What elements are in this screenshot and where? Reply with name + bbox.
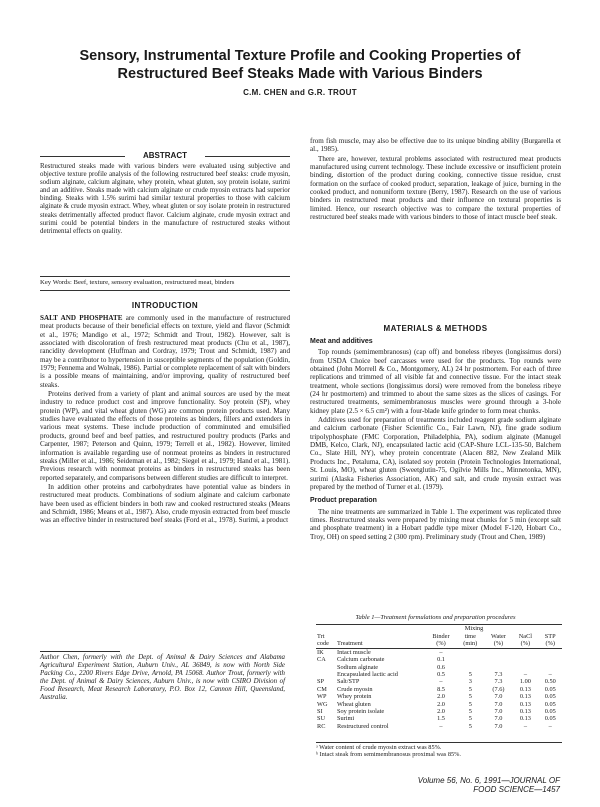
table-caption: Table 1—Treatment formulations and preparation procedures <box>355 614 516 621</box>
table-cell: 0.05 <box>544 693 556 701</box>
table-cell <box>316 671 336 678</box>
table-cell: 7.0 <box>494 722 503 730</box>
table-row <box>316 723 562 730</box>
table-cell: Salt/STP <box>337 678 360 686</box>
abstract-heading-wrap <box>40 151 290 161</box>
table-cell: Calcium carbonate <box>337 656 385 664</box>
table-cell: WP <box>317 693 327 701</box>
table-cell: 0.13 <box>519 715 531 723</box>
table-cell: 0.1 <box>437 656 445 664</box>
table-row <box>316 708 562 715</box>
table-cell: Sodium alginate <box>337 663 379 671</box>
table-cell: – <box>523 671 527 679</box>
introduction-body <box>40 314 290 526</box>
table-cell <box>485 649 513 656</box>
table-row <box>316 664 562 671</box>
table-cell: 0.13 <box>519 700 531 708</box>
table-cell: 7.0 <box>494 715 503 723</box>
table-cell: CA <box>317 656 326 664</box>
introduction-heading: INTRODUCTION <box>131 301 199 310</box>
article-authors: C.M. CHEN and G.R. TROUT <box>243 88 357 97</box>
table-cell: 5 <box>468 700 472 708</box>
table-cell: – <box>523 722 527 730</box>
table-row <box>316 693 562 700</box>
table-cell: SP <box>317 678 325 686</box>
table-cell <box>316 664 336 671</box>
footnote-rule <box>40 651 120 652</box>
table-cell: – <box>548 722 552 730</box>
table-rule-bottom <box>316 742 562 743</box>
methods-paragraph-3: The nine treatments are summarized in Table 1. The experiment was replicated three times. Restructured steaks were prepared by mixing meat chunks for 5 min (except salt and phosphate treatment) in a Hobart paddle type mixer (Model F-120, Hobart Co., Troy, OH) on speed setting 2 (300 rpm). Preliminary study (Trout and Chen, 1989) <box>310 507 561 541</box>
abstract-body <box>40 163 290 237</box>
table-cell: Intact muscle <box>337 648 371 656</box>
table-cell: 7.0 <box>494 700 503 708</box>
table-cell <box>512 649 538 656</box>
table-note-2: ᵇ Intact steak from semimembranosus proximal was 85%. <box>316 751 461 758</box>
table-cell: 3 <box>468 678 472 686</box>
table-cell <box>456 656 485 663</box>
table-cell: 5 <box>468 715 472 723</box>
table-cell <box>538 649 562 656</box>
table-cell <box>512 664 538 671</box>
table-cell: 5 <box>468 671 472 679</box>
abstract-heading: ABSTRACT <box>143 151 187 160</box>
abstract-rule-bottom <box>40 290 290 291</box>
table-cell: 0.05 <box>544 715 556 723</box>
table-cell: – <box>439 648 443 656</box>
table-cell: Wheat gluten <box>337 700 371 708</box>
table-cell: Encapsulated lactic acid <box>337 671 398 679</box>
table-cell <box>538 664 562 671</box>
table-cell: 7.0 <box>494 693 503 701</box>
table-cell: 5 <box>468 722 472 730</box>
methods-body <box>310 336 561 542</box>
subheading-meat-additives: Meat and additives <box>310 338 373 345</box>
right-paragraph-1: from fish muscle, may also be effective due to its unique binding ability (Burgarella et al., 1985). <box>310 137 561 154</box>
table-cell: 0.13 <box>519 693 531 701</box>
abstract-rule-top <box>40 276 290 277</box>
table-cell: RC <box>317 722 326 730</box>
table-cell: 7.3 <box>494 678 503 686</box>
table-row <box>316 701 562 708</box>
methods-heading: MATERIALS & METHODS <box>383 324 488 333</box>
table-cell <box>512 656 538 663</box>
table-cell: – <box>548 671 552 679</box>
table-cell <box>456 649 485 656</box>
table-cell: 2.0 <box>437 693 445 701</box>
table-cell: 1.5 <box>437 715 445 723</box>
table-cell: CM <box>317 685 327 693</box>
table-cell: SI <box>317 708 323 716</box>
table-cell: 7.0 <box>494 708 503 716</box>
table-cell: Crude myosin <box>337 685 373 693</box>
table-cell: WG <box>317 700 328 708</box>
right-column-intro <box>310 137 561 222</box>
header-code: Trt code <box>317 633 329 648</box>
table-note-1: ᵃ Water content of crude myosin extract was 85%. <box>316 744 442 751</box>
header-binder: Binder (%) <box>432 633 450 648</box>
intro-paragraph-2: Proteins derived from a variety of plant and animal sources are used by the meat industry to reduce product cost and improve functionality. Soy protein (SP), whey protein (WP), and vital wheat gluten (WG) are common protein products used. Many studies have evaluated the effects of those proteins as binders, fillers and extenders in various meat systems. These include production of comminuted and emulsified products, ground beef and beef patties, and restructured poultry products (Parks and Carpenter, 1987; Peterson and Quinn, 1979; Terrell et al., 1982). However, limited information is available regarding use of nonmeat proteins as binders in restructured steaks (Miller et al., 1986; Seideman et al., 1982; Siegel et al., 1979; Hand et al., 1981). Previous research with nonmeat proteins as binders in restructured steaks has been reported separately, and comparisons between different studies are difficult to interpret. <box>40 390 290 482</box>
abstract-rule-right <box>205 156 290 157</box>
header-stp: STP (%) <box>544 633 556 648</box>
table-cell <box>485 664 513 671</box>
table-header-row <box>316 633 562 648</box>
treatment-table <box>316 633 562 730</box>
table-cell: Surimi <box>337 715 355 723</box>
table-cell: 5 <box>468 685 472 693</box>
table-cell: 7.3 <box>494 671 503 679</box>
table-cell: 5 <box>468 708 472 716</box>
header-treatment: Treatment <box>337 640 363 648</box>
table-cell <box>456 664 485 671</box>
table-row <box>316 649 562 656</box>
table-cell: 0.05 <box>544 700 556 708</box>
table-cell <box>485 656 513 663</box>
table-cell: – <box>439 722 443 730</box>
table-cell: IK <box>317 648 324 656</box>
abstract-text: Restructured steaks made with various binders were evaluated using subjective and objective texture profile analysis of the following restructured beef steaks: crude myosin, sodium alginate, calcium alginate, whey protein, wheat gluten, soy protein isolate, surimi and an additive. Steaks made with calcium alginate or crude myosin extracts had superior binding. Steaks with 1.5% surimi had similar textural properties to those with calcium alginate & crude myosin extract. Whey, wheat gluten or soy isolate protein in restructured steaks detrimentally affected product flavor. Calcium alginate, crude myosin extract and surimi could be potential binders in the manufacture of restructured steaks without detrimental effects on quality. <box>40 163 290 235</box>
table-cell: (7.6) <box>492 685 505 693</box>
intro-p1-text: are commonly used in the manufacture of restructured meat products because of their beneficial effects on texture, yield and flavor (Schmidt et al., 1976; Mandigo et al., 1972; Schmidt and Trout, 1982). However, salt is associated with discoloration of fresh restructured meat products (Chu et al., 1987), rancidity development (Huffman and Cordray, 1979; Trout and Schmidt, 1987) and may be a contributor to hypertension in susceptible segments of the population (Goldin, 1979; Fennema and Wolnak, 1986). Partial or complete replacement of salt with binders is a possible means of maintaining, and/or improving, quality of restructured beef steaks. <box>40 314 291 389</box>
table-cell: 8.5 <box>437 685 445 693</box>
table-cell: 0.05 <box>544 685 556 693</box>
header-water: Water (%) <box>491 633 506 648</box>
table-row <box>316 656 562 663</box>
table-row <box>316 678 562 685</box>
table-cell: 0.5 <box>437 671 445 679</box>
author-footnote: Author Chen, formerly with the Dept. of Animal & Dairy Sciences and Alabama Agricultural Experiment Station, Auburn Univ., AL 36849, is now with North Side Packing Co., 2200 Rivers Edge Drive, Arnold, PA 15068. Author Trout, formerly with the Dept. of Animal & Dairy Sciences, Auburn Univ., is now with CSIRO Division of Food Research, Meat Research Laboratory, P.O. Box 12, Cannon Hill, Queensland, Australia. <box>40 654 285 702</box>
table-cell: 0.13 <box>519 685 531 693</box>
table-rule-top <box>316 624 562 625</box>
table-cell: – <box>439 678 443 686</box>
table-cell: 0.50 <box>544 678 556 686</box>
table-cell: 0.13 <box>519 708 531 716</box>
table-cell: 0.6 <box>437 663 445 671</box>
subheading-product-preparation: Product preparation <box>310 497 377 505</box>
keywords: Key Words: Beef, texture, sensory evaluation, restructured meat, binders <box>40 279 235 286</box>
table-row <box>316 686 562 693</box>
table-cell: Restructured control <box>337 722 389 730</box>
table-group-header: Mixing <box>464 625 484 632</box>
table-cell: 0.05 <box>544 708 556 716</box>
article-title: Sensory, Instrumental Texture Profile and Cooking Properties of Restructured Beef Steaks Made with Various Binders <box>79 48 521 82</box>
table-cell: 1.00 <box>519 678 531 686</box>
intro-paragraph-3: In addition other proteins and carbohydrates have potential value as binders in restructured meat products. Combinations of sodium alginate and calcium carbonate have been used as efficient binders in both raw and cooked restructured steaks (Means and Schmidt, 1986; Means et al., 1987). Also, crude myosin extracted from beef muscle was an effective binder in restructured beef steaks (Ford et al., 1978). Surimi, a product <box>40 482 290 525</box>
table-row <box>316 671 562 678</box>
intro-paragraph-1 <box>40 314 290 389</box>
right-paragraph-2: There are, however, textural problems associated with restructured meat products manufactured using current technology. These include excessive or insufficient protein binding, distortion of the product during cooking, connective tissue residue, crust formation on the surface of cooked product, separation, leakage of juice, burning in the cooked product, and nonuniform texture (Berry, 1987). Research on the use of various binders in restructured meat products and their influence on textural properties is limited. Hence, our research objective was to compare the textural properties of restructured beef steaks made with various binders to those of intact muscle beef steak. <box>310 154 561 222</box>
table-cell <box>538 656 562 663</box>
intro-lead: SALT AND PHOSPHATE <box>40 314 123 322</box>
header-time: time (min) <box>463 633 478 648</box>
page-footer: Volume 56, No. 6, 1991—JOURNAL OF FOOD SCIENCE—1457 <box>417 776 560 794</box>
table-row <box>316 715 562 722</box>
header-nacl: NaCl (%) <box>518 633 533 648</box>
table-cell: 2.0 <box>437 708 445 716</box>
table-cell: Soy protein isolate <box>337 708 385 716</box>
table-cell: 2.0 <box>437 700 445 708</box>
table-cell: Whey protein <box>337 693 372 701</box>
methods-paragraph-2: Additives used for preparation of treatments included reagent grade sodium alginate and calcium carbonate (Fisher Scientific Co., Fair Lawn, NJ), fine grade sodium tripolyphosphate (FMC Corporation, Philadelphia, PA), sodium alginate (Manugel DMB, Kelco, Clark, NJ), encapsulated lactic acid (CAP-Shure LCL-135-50, Balchem Co., Slate Hill, NY), whey protein concentrate (Alacen 882, New Zealand Milk Products Inc., Petaluma, CA), isolated soy protein (Protein Technologies International, St. Louis, MO), wheat gluten (Sweetglutin-75, Ogilvie Mills Inc., Minnetonka, MN), surimi (Alaska Fisheries Association, AK) and salt, and crude myosin extract was prepared by the method of Turner et al. (1979). <box>310 416 561 491</box>
table-cell: 5 <box>468 693 472 701</box>
methods-paragraph-1: Top rounds (semimembranosus) (cap off) and boneless ribeyes (longissimus dorsi) from USDA Choice beef carcasses were used for the products. Top rounds were obtained (John Morrell & Co., Montgomery, AL) 24 hr postmortem. For each of three replications and trimmed of all visible fat and connective tissue. For the intact steak treatment, whole sections (longissimus dorsi) were removed from the boneless ribeye (24 hr postmortem) and trimmed to about the same sizes as the slices of casings. For restructured treatments, semimembranosus muscles were ground through a 3-hole kidney plate (2.5 × 6.5 cm²) with a four-blade knife grinder to form meat chunks. <box>310 348 561 415</box>
table-cell: SU <box>317 715 326 723</box>
